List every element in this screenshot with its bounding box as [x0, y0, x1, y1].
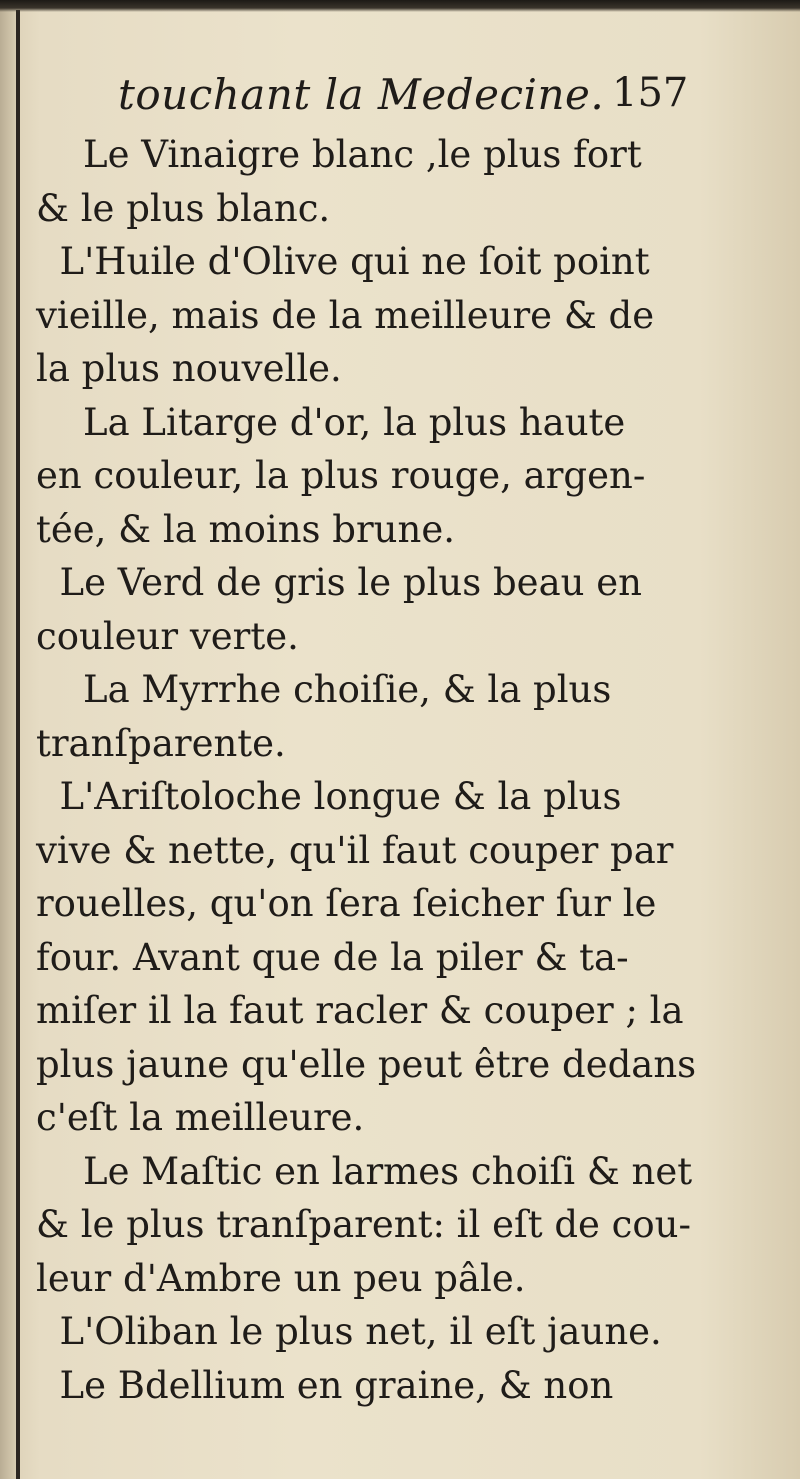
text-line: c'eſt la meilleure. [36, 1096, 365, 1139]
page-number: 157 [612, 70, 689, 116]
text-line: la plus nouvelle. [36, 347, 342, 390]
text-line: Le Verd de gris le plus beau en [36, 561, 642, 604]
text-line: & le plus tranſparent: il eſt de cou- [36, 1203, 691, 1246]
text-line: & le plus blanc. [36, 186, 331, 230]
text-line: en couleur, la plus rouge, argen- [36, 454, 646, 497]
binding-edge [16, 10, 20, 1479]
text-line: four. Avant que de la piler & ta- [36, 935, 629, 979]
text-line: couleur verte. [36, 614, 299, 658]
text-line: miſer il la faut racler & couper ; la [36, 989, 684, 1032]
text-line: tée, & la moins brune. [36, 507, 455, 551]
text-line: leur d'Ambre un peu pâle. [36, 1256, 526, 1300]
text-line: L'Ariſtoloche longue & la plus [36, 775, 622, 818]
page-top-edge [0, 0, 800, 12]
text-line: rouelles, qu'on ſera ſeicher ſur le [36, 882, 657, 925]
gutter-shadow [0, 0, 16, 1479]
text-line: Le Vinaigre blanc ,le plus fort [36, 133, 642, 176]
text-line: vieille, mais de la meilleure & de [36, 293, 655, 337]
text-line: L'Oliban le plus net, il eſt jaune. [36, 1310, 662, 1353]
text-line: Le Maſtic en larmes choiſi & net [36, 1149, 693, 1193]
text-line: vive & nette, qu'il faut couper par [36, 828, 674, 872]
text-line: plus jaune qu'elle peut être dedans [36, 1042, 697, 1086]
text-line: tranſparente. [36, 721, 286, 765]
body-text [36, 128, 726, 1412]
running-title: touchant la Medecine. [118, 70, 605, 119]
text-line: L'Huile d'Olive qui ne ſoit point [36, 240, 650, 283]
text-line: La Myrrhe choiſie, & la plus [36, 668, 612, 711]
text-line: La Litarge d'or, la plus haute [36, 400, 626, 444]
page-header [118, 70, 718, 130]
text-line: Le Bdellium en graine, & non [36, 1363, 614, 1407]
